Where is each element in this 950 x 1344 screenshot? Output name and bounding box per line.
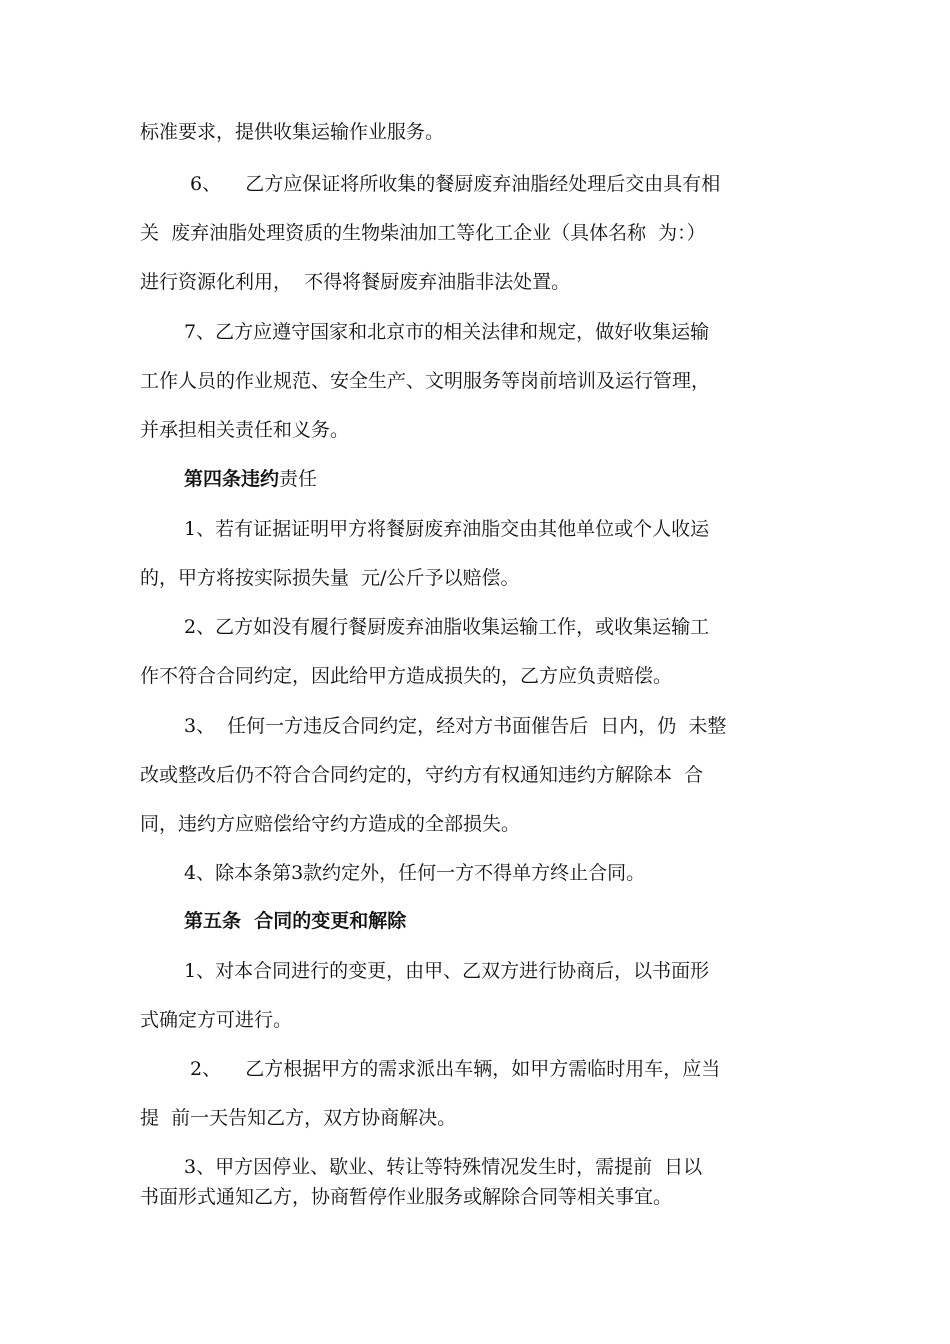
- clause-3-6-line-2: 关 废弃油脂处理资质的生物柴油加工等化工企业（具体名称 为：）: [140, 222, 706, 244]
- clause-4-1-line-1: 1、若有证据证明甲方将餐厨废弃油脂交由其他单位或个人收运: [184, 518, 710, 540]
- clause-5-2-line-2: 提 前一天告知乙方，双方协商解决。: [140, 1107, 457, 1129]
- clause-5-2-line-1: 2、 乙方根据甲方的需求派出车辆，如甲方需临时用车，应当: [184, 1058, 721, 1080]
- clause-4-4-line-1: 4、除本条第3款约定外，任何一方不得单方终止合同。: [184, 862, 646, 884]
- clause-3-6-line-1: 6、 乙方应保证将所收集的餐厨废弃油脂经处理后交由具有相: [184, 173, 721, 195]
- clause-4-2-line-2: 作不符合合同约定，因此给甲方造成损失的，乙方应负责赔偿。: [140, 665, 673, 687]
- clause-5-1-line-1: 1、对本合同进行的变更，由甲、乙双方进行协商后，以书面形: [184, 960, 710, 982]
- clause-4-3-line-2: 改或整改后仍不符合合同约定的，守约方有权通知违约方解除本 合: [140, 764, 704, 786]
- clause-3-7-line-1: 7、乙方应遵守国家和北京市的相关法律和规定，做好收集运输: [184, 321, 710, 343]
- clause-3-6-line-3: 进行资源化利用， 不得将餐厨废弃油脂非法处置。: [140, 271, 571, 293]
- article-4-heading-bold: 第四条违约: [184, 468, 280, 490]
- article-4-heading-tail: 责任: [279, 468, 318, 490]
- clause-3-7-line-2: 工作人员的作业规范、安全生产、文明服务等岗前培训及运行管理，: [140, 370, 711, 392]
- clause-3-7-line-3: 并承担相关责任和义务。: [140, 419, 350, 441]
- clause-4-3-line-3: 同，违约方应赔偿给守约方造成的全部损失。: [140, 813, 521, 835]
- clause-5-3-line-1: 3、甲方因停业、歇业、转让等特殊情况发生时，需提前 日以: [184, 1156, 703, 1178]
- clause-5-1-line-2: 式确定方可进行。: [140, 1009, 293, 1031]
- clause-4-1-line-2: 的，甲方将按实际损失量 元/公斤予以赔偿。: [140, 567, 520, 589]
- clause-4-3-line-1: 3、 任何一方违反合同约定，经对方书面催告后 日内，仍 未整: [184, 715, 727, 737]
- clause-4-2-line-1: 2、乙方如没有履行餐厨废弃油脂收集运输工作，或收集运输工: [184, 616, 710, 638]
- article-5-heading: 第五条 合同的变更和解除: [184, 910, 407, 932]
- article-4-heading: [184, 465, 317, 493]
- text-line: 标准要求，提供收集运输作业服务。: [140, 121, 445, 143]
- clause-5-3-line-2: 书面形式通知乙方，协商暂停作业服务或解除合同等相关事宜。: [140, 1186, 673, 1208]
